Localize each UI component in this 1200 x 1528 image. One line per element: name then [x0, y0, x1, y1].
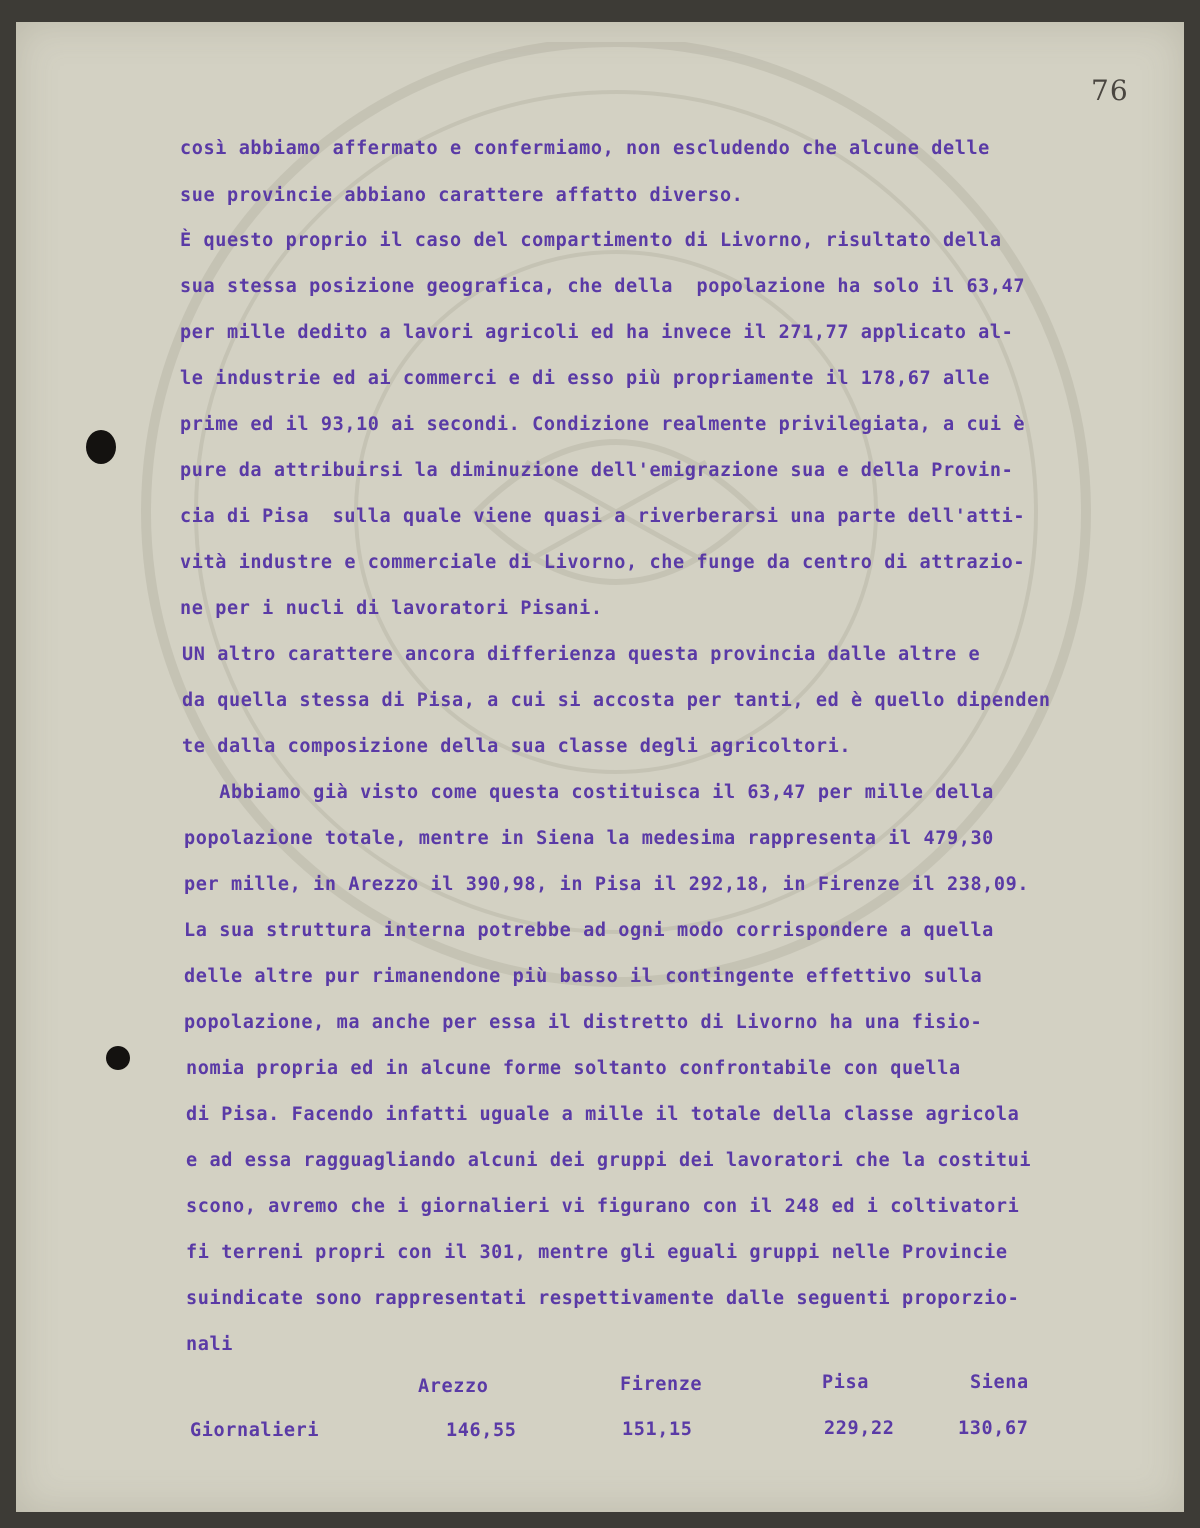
table-header-arezzo: Arezzo [418, 1376, 489, 1397]
text-line: La sua struttura interna potrebbe ad ogni modo corrispondere a quella [184, 920, 994, 941]
punch-hole-top [86, 430, 116, 464]
text-line: popolazione totale, mentre in Siena la medesima rappresenta il 479,30 [184, 828, 994, 849]
text-line: e ad essa ragguagliando alcuni dei gruppi dei lavoratori che la costitui [186, 1150, 1032, 1171]
text-line: ne per i nucli di lavoratori Pisani. [180, 598, 603, 619]
text-line: scono, avremo che i giornalieri vi figurano con il 248 ed i coltivatori [186, 1196, 1020, 1217]
table-cell: 146,55 [446, 1420, 517, 1441]
text-line: prime ed il 93,10 ai secondi. Condizione realmente privilegiata, a cui è [180, 414, 1026, 435]
text-line: per mille, in Arezzo il 390,98, in Pisa il 292,18, in Firenze il 238,09. [184, 874, 1030, 895]
table-cell: 130,67 [958, 1418, 1029, 1439]
text-line: vità industre e commerciale di Livorno, che funge da centro di attrazio- [180, 552, 1026, 573]
text-line: le industrie ed ai commerci e di esso più propriamente il 178,67 alle [180, 368, 990, 389]
text-line: È questo proprio il caso del compartimento di Livorno, risultato della [180, 230, 1002, 251]
text-line: nomia propria ed in alcune forme soltanto confrontabile con quella [186, 1058, 961, 1079]
text-line: delle altre pur rimanendone più basso il contingente effettivo sulla [184, 966, 983, 987]
punch-hole-bottom [106, 1046, 130, 1070]
text-line: cia di Pisa sulla quale viene quasi a riverberarsi una parte dell'atti- [180, 506, 1026, 527]
text-line: fi terreni propri con il 301, mentre gli eguali gruppi nelle Provincie [186, 1242, 1008, 1263]
text-line: popolazione, ma anche per essa il distretto di Livorno ha una fisio- [184, 1012, 983, 1033]
typed-page [16, 22, 1184, 1512]
text-line: per mille dedito a lavori agricoli ed ha invece il 271,77 applicato al- [180, 322, 1014, 343]
text-line: nali [186, 1334, 233, 1355]
text-line: sue provincie abbiano carattere affatto diverso. [180, 185, 744, 206]
text-line: te dalla composizione della sua classe degli agricoltori. [182, 736, 852, 757]
page-number: 76 [1091, 74, 1129, 107]
table-cell: 151,15 [622, 1419, 693, 1440]
table-header-siena: Siena [970, 1372, 1029, 1393]
table-header-firenze: Firenze [620, 1374, 703, 1395]
table-cell: 229,22 [824, 1418, 895, 1439]
text-line: sua stessa posizione geografica, che della popolazione ha solo il 63,47 [180, 276, 1026, 297]
text-line: di Pisa. Facendo infatti uguale a mille il totale della classe agricola [186, 1104, 1020, 1125]
table-header-pisa: Pisa [822, 1372, 869, 1393]
table-row-label: Giornalieri [190, 1420, 320, 1441]
text-line: così abbiamo affermato e confermiamo, non escludendo che alcune delle [180, 138, 990, 159]
text-line: suindicate sono rappresentati respettivamente dalle seguenti proporzio- [186, 1288, 1020, 1309]
text-line: pure da attribuirsi la diminuzione dell'emigrazione sua e della Provin- [180, 460, 1014, 481]
text-line: da quella stessa di Pisa, a cui si accosta per tanti, ed è quello dipenden [182, 690, 1051, 711]
text-line: Abbiamo già visto come questa costituisca il 63,47 per mille della [184, 782, 994, 803]
text-line: UN altro carattere ancora differienza questa provincia dalle altre e [182, 644, 981, 665]
